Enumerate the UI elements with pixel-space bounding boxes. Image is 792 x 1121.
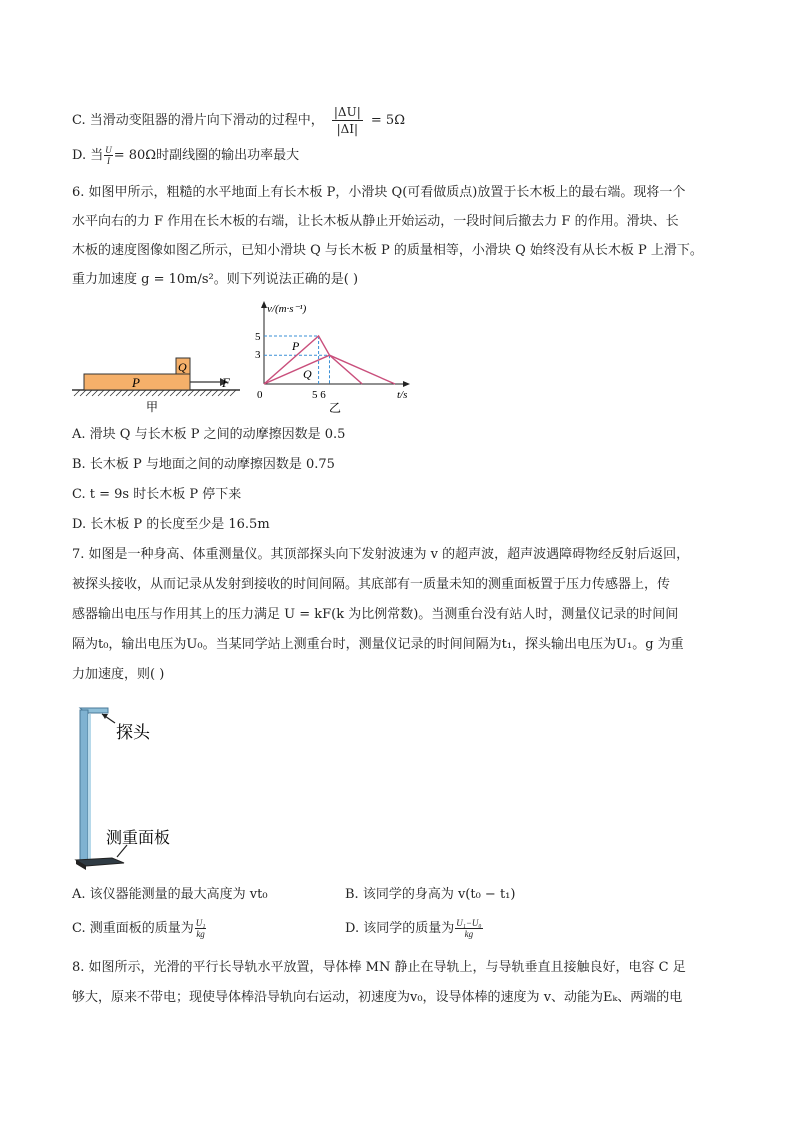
q6-option-b: B. 长木板 P 与地面之间的动摩擦因数是 0.75: [72, 457, 335, 472]
q5-c-num: |ΔU|: [333, 105, 361, 119]
q6-option-d: D. 长木板 P 的长度至少是 16.5m: [72, 517, 270, 532]
q7-stem-line1: 7. 如图是一种身高、体重测量仪。其顶部探头向下发射波速为 v 的超声波，超声波遇障碍物经反射后返回，: [72, 547, 690, 562]
q7-d-den: kg: [464, 929, 474, 939]
probe-label: 探头: [116, 723, 150, 743]
series-q-line: [264, 355, 395, 384]
x-tick-0: 0: [257, 389, 263, 401]
device-pole: [80, 710, 88, 860]
q6-stem-line1: 6. 如图甲所示，粗糙的水平地面上有长木板 P，小滑块 Q(可看做质点)放置于长木板上的最右端。现将一个: [72, 185, 686, 200]
q6-stem-line4: 重力加速度 g = 10m/s²。则下列说法正确的是( ): [72, 272, 359, 287]
q6-option-a: A. 滑块 Q 与长木板 P 之间的动摩擦因数是 0.5: [72, 427, 346, 442]
fig-yi-caption: 乙: [329, 401, 342, 415]
q7-c-den: kg: [196, 929, 205, 939]
q5-c-den: |ΔI|: [336, 122, 359, 136]
q5-d-suffix: = 80Ω时副线圈的输出功率最大: [113, 148, 300, 163]
x-tick-5-6: 5 6: [312, 389, 326, 401]
y-tick-5: 5: [255, 331, 261, 343]
q8-stem-line1: 8. 如图所示，光滑的平行长导轨水平放置，导体棒 MN 静止在导轨上，与导轨垂直且接触良好，电容 C 足: [72, 960, 686, 975]
q7-figure-device: [72, 700, 192, 875]
q8-stem-line2: 够大，原来不带电；现使导体棒沿导轨向右运动，初速度为v₀，设导体棒的速度为 v、动能为Eₖ、两端的电: [72, 990, 683, 1005]
y-tick-3: 3: [255, 349, 261, 361]
q6-option-c: C. t = 9s 时长木板 P 停下来: [72, 487, 242, 502]
x-axis-arrow: [403, 381, 410, 387]
q7-d-fraction: [455, 918, 482, 939]
q7-stem-line4: 隔为t₀，输出电压为U₀。当某同学站上测重台时，测量仪记录的时间间隔为t₁，探头输出电压为U₁。g 为重: [72, 637, 684, 652]
fig-jia-caption: 甲: [146, 400, 159, 414]
q5-d-fraction: [104, 145, 113, 166]
x-axis-label: t/s: [397, 389, 408, 401]
force-label: F: [222, 375, 230, 390]
q7-c-num: U₁: [195, 918, 206, 928]
q5-c-fraction: [332, 104, 363, 137]
ground-hatch: [74, 390, 236, 396]
q6-stem-line3: 木板的速度图像如图乙所示，已知小滑块 Q 与长木板 P 的质量相等，小滑块 Q 始终没有从长木板 P 上滑下。: [72, 243, 703, 258]
q5-c-text: C. 当滑动变阻器的滑片向下滑动的过程中，: [72, 113, 324, 128]
q7-stem-line2: 被探头接收，从而记录从发射到接收的时间间隔。其底部有一质量未知的测重面板置于压力传感器上，传: [72, 577, 671, 592]
q7-c-fraction: [195, 918, 207, 939]
q5-d-num: U: [105, 145, 112, 155]
board-p-label: P: [132, 375, 140, 390]
device-pole-side: [88, 714, 91, 860]
q7-option-b: B. 该同学的身高为 v(t₀ − t₁): [345, 887, 516, 902]
q7-option-a: A. 该仪器能测量的最大高度为 vt₀: [72, 887, 268, 902]
series-p-label: P: [292, 339, 300, 353]
q6-figure-yi: [245, 298, 425, 415]
q7-d-num: U₁−U₀: [456, 918, 482, 928]
q7-c-prefix: C. 测重面板的质量为: [72, 921, 194, 936]
block-q-label: Q: [178, 360, 187, 374]
q6-stem-line2: 水平向右的力 F 作用在长木板的右端，让长木板从静止开始运动，一段时间后撤去力 F 的作用。滑块、长: [72, 214, 679, 229]
y-axis-label: v/(m·s⁻¹): [267, 303, 307, 315]
q5-option-d: [72, 145, 299, 166]
q7-stem-line5: 力加速度，则( ): [72, 667, 165, 682]
q5-d-prefix: D. 当: [72, 148, 104, 163]
q5-d-den: I: [106, 156, 110, 166]
series-q-label: Q: [303, 367, 312, 381]
q7-option-c: [72, 918, 207, 939]
q7-option-d: [345, 918, 484, 939]
q7-d-prefix: D. 该同学的质量为: [345, 921, 455, 936]
q5-option-c: [72, 104, 405, 137]
panel-label: 测重面板: [106, 828, 171, 847]
q5-c-suffix: = 5Ω: [370, 113, 405, 128]
q7-stem-line3: 感器输出电压与作用其上的压力满足 U = kF(k 为比例常数)。当测重台没有站人时，测量仪记录的时间间: [72, 607, 679, 622]
q6-figure-jia: [70, 345, 245, 415]
